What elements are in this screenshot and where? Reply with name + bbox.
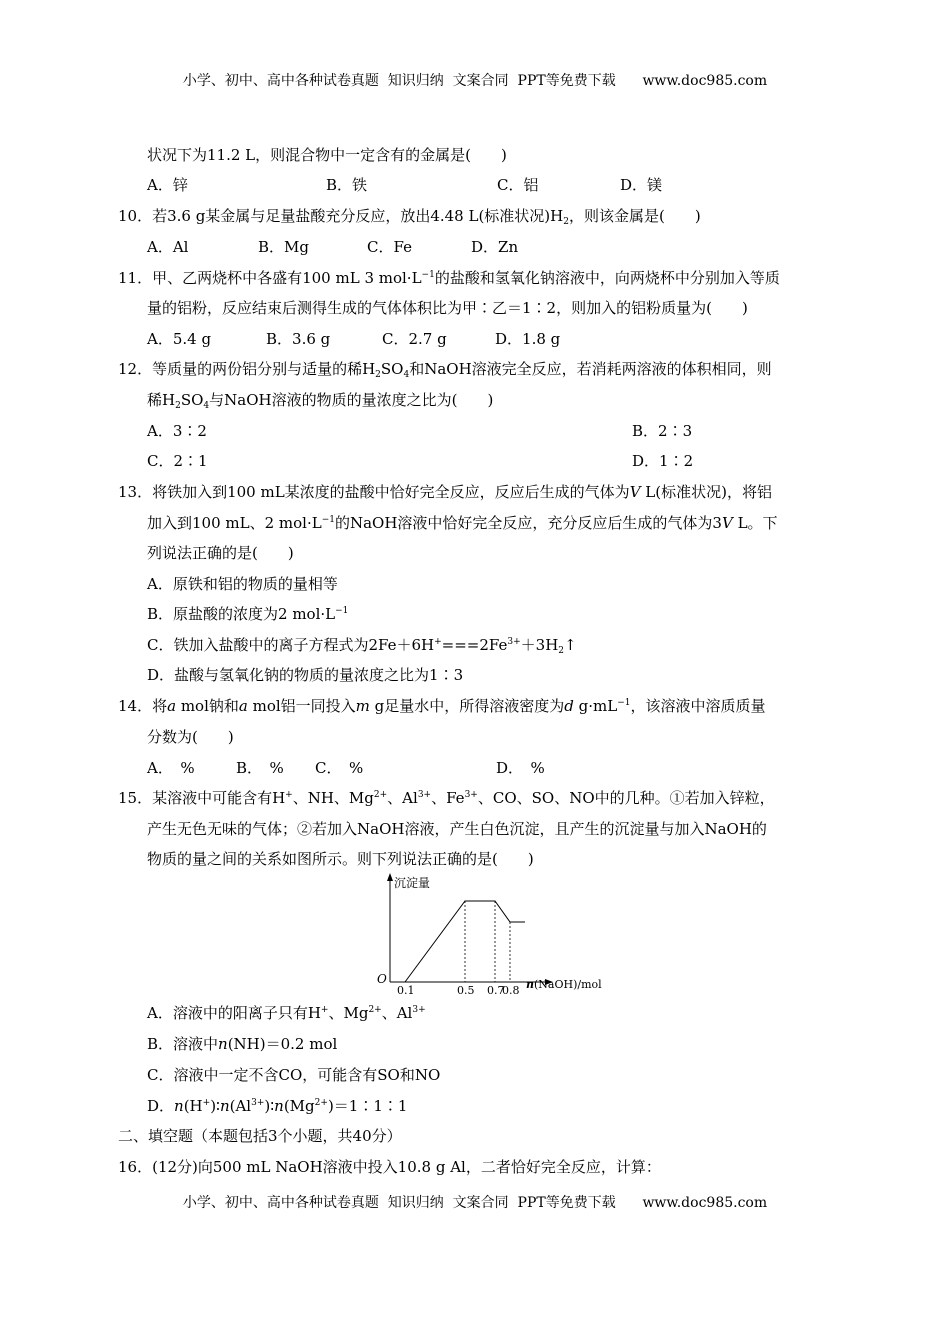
x-tick-label: 0.5 [457, 984, 475, 995]
q14-stem-line1: 14．将a mol钠和a mol铝一同投入m g足量水中，所得溶液密度为d $g\cdot mL^{-1}$，该溶液中溶质质量 [118, 697, 766, 715]
q10-stem: 10．若3.6 g某金属与足量盐酸充分反应，放出4.48 L(标准状况)$H_2$，则该金属是( ) [118, 207, 701, 227]
q14-option-c: C． % [315, 759, 364, 777]
q13-stem-line1: 13．将铁加入到100 mL某浓度的盐酸中恰好完全反应，反应后生成的气体为V L(标准状况)，将铝 [118, 483, 772, 501]
q10-option-d: D．Zn [471, 238, 519, 256]
q12-option-c: C．2∶1 [147, 452, 208, 470]
q13-stem-line2: 加入到100 mL、2 $mol\cdot L^{-1}$的NaOH溶液中恰好完全反应，充分反应后生成的气体为3V L。下 [147, 514, 778, 532]
q14-option-b: B． % [236, 759, 284, 777]
q12-stem-line2: 稀$H_2SO_4$与NaOH溶液的物质的量浓度之比为( ) [147, 391, 494, 411]
q12-option-b: B．2∶3 [632, 422, 693, 440]
q15-stem-line1: 15．某溶液中可能含有H+、NH、$Mg^{2+}$、$Al^{3+}$、$Fe^{3+}$、CO、SO、NO中的几种。①若加入锌粒， [118, 789, 775, 807]
y-axis-arrow [387, 873, 393, 881]
x-tick-label: 0.7 [487, 984, 505, 995]
q13-option-c: C．铁加入盐酸中的离子方程式为$2Fe+6H^+===2Fe^{3+}+3H_2↑$ [147, 636, 577, 656]
q15-option-d: D．$n(H^+)∶n(Al^{3+})∶n(Mg^{2+})=1∶1∶1$ [147, 1097, 408, 1115]
q11-option-d: D．1.8 g [495, 330, 561, 348]
q9-option-b: B．铁 [326, 176, 368, 194]
q11-option-a: A．5.4 g [147, 330, 212, 348]
section-2-heading: 二、填空题（本题包括3个小题，共40分） [118, 1127, 402, 1145]
q11-stem-line2: 量的铝粉，反应结束后测得生成的气体体积比为甲∶乙＝1∶2，则加入的铝粉质量为( ) [147, 299, 748, 317]
q10-option-c: C．Fe [367, 238, 412, 256]
q13-stem-line3: 列说法正确的是( ) [147, 544, 294, 562]
q15-option-b: B．溶液中n(NH)＝0.2 mol [147, 1035, 338, 1053]
precipitate-chart [360, 870, 620, 995]
y-axis-label: 沉淀量 [394, 876, 431, 890]
origin-label: O [377, 972, 387, 986]
q13-option-d: D．盐酸与氢氧化钠的物质的量浓度之比为1∶3 [147, 666, 464, 684]
q15-stem-line2: 产生无色无味的气体；②若加入NaOH溶液，产生白色沉淀，且产生的沉淀量与加入NaOH的 [147, 820, 767, 838]
q10-option-b: B．Mg [258, 238, 309, 256]
q11-stem-line1: 11．甲、乙两烧杯中各盛有100 mL 3 $mol\cdot L^{-1}$的盐酸和氢氧化钠溶液中，向两烧杯中分别加入等质 [118, 269, 780, 287]
q9-option-d: D．镁 [620, 176, 663, 194]
q12-stem-line1: 12．等质量的两份铝分别与适量的稀$H_2SO_4$和NaOH溶液完全反应，若消耗两溶液的体积相同，则 [118, 360, 772, 380]
page-footer: 小学、初中、高中各种试卷真题 知识归纳 文案合同 PPT等免费下载 www.doc985.com [182, 1195, 768, 1211]
q14-option-d: D． % [496, 759, 545, 777]
q9-option-c: C．铝 [497, 176, 539, 194]
q15-option-c: C．溶液中一定不含CO，可能含有SO和NO [147, 1066, 441, 1084]
q15-option-a: A．溶液中的阳离子只有H+、$Mg^{2+}$、$Al^{3+}$ [147, 1004, 426, 1022]
x-axis-label: n(NaOH)/mol [526, 978, 602, 991]
q12-option-a: A．3∶2 [147, 422, 207, 440]
x-tick-label: 0.1 [397, 984, 415, 995]
q13-option-b: B．原盐酸的浓度为2 $mol\cdot L^{-1}$ [147, 605, 349, 623]
q14-stem-line2: 分数为( ) [147, 728, 234, 746]
q15-stem-line3: 物质的量之间的关系如图所示。则下列说法正确的是( ) [147, 850, 534, 868]
q11-option-c: C．2.7 g [382, 330, 447, 348]
q10-option-a: A．Al [147, 238, 189, 256]
q11-option-b: B．3.6 g [266, 330, 331, 348]
page-header: 小学、初中、高中各种试卷真题 知识归纳 文案合同 PPT等免费下载 www.doc985.com [182, 73, 768, 89]
x-tick-label: 0.8 [502, 984, 520, 995]
q16-stem: 16．(12分)向500 mL NaOH溶液中投入10.8 g Al，二者恰好完全反应，计算： [118, 1158, 661, 1176]
q9-tail: 状况下为11.2 L，则混合物中一定含有的金属是( ) [147, 146, 507, 164]
q13-option-a: A．原铁和铝的物质的量相等 [147, 575, 338, 593]
q9-option-a: A．锌 [147, 176, 188, 194]
q12-option-d: D．1∶2 [632, 452, 694, 470]
q14-option-a: A． % [147, 759, 195, 777]
